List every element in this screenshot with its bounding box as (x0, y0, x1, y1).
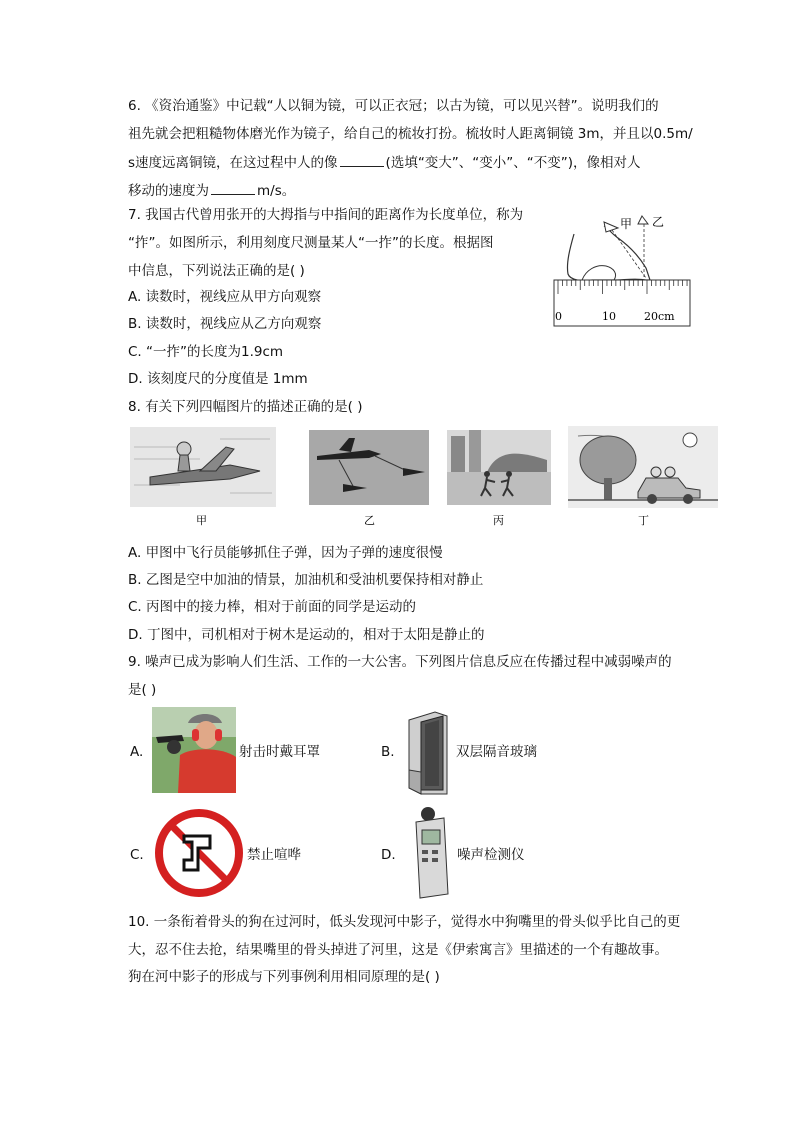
q9-option-c-letter: C. (130, 847, 144, 863)
caption-ding: 丁 (638, 514, 649, 527)
q7-line-1: 7. 我国古代曾用张开的大拇指与中指间的距离作为长度单位，称为 (128, 207, 524, 223)
q9-option-d-label: 噪声检测仪 (457, 847, 525, 863)
sun-icon (683, 433, 697, 447)
q8-option-c: C. 丙图中的接力棒，相对于前面的同学是运动的 (128, 599, 417, 615)
q9-image-shooter (152, 707, 236, 793)
q8-image-yi (309, 430, 429, 527)
q6-line-3-text-b: (选填“变大”、“变小”、“不变”)，像相对人 (385, 155, 641, 171)
tree-canopy-icon (580, 436, 636, 484)
eye-jia-icon (604, 222, 618, 232)
runner-2-head-icon (506, 471, 512, 477)
q8-option-a: A. 甲图中飞行员能够抓住子弹，因为子弹的速度很慢 (128, 545, 443, 561)
glass-pane-inner-icon (425, 720, 439, 786)
q9-option-b-label: 双层隔音玻璃 (456, 744, 537, 760)
q9-option-b-letter: B. (381, 744, 395, 760)
q6-line-3 (128, 152, 641, 173)
hand-finger-icon (582, 266, 616, 280)
eye-yi-icon (638, 216, 648, 224)
q7-line-3: 中信息，下列说法正确的是( ) (128, 263, 305, 279)
q8-image-bing (447, 430, 551, 527)
pilot-head-icon (177, 442, 191, 456)
glove-icon (167, 740, 181, 754)
q9-line-1: 9. 噪声已成为影响人们生活、工作的一大公害。下列图片信息反应在传播过程中减弱噪声的 (128, 654, 672, 670)
q7-line-2: “拃”。如图所示，利用刻度尺测量某人“一拃”的长度。根据图 (128, 235, 494, 251)
passenger-head-icon (651, 467, 661, 477)
q6-line-1: 6. 《资治通鉴》中记载“人以铜为镜，可以正衣冠；以古为镜，可以见兴替”。说明我们的 (128, 98, 659, 114)
q6-line-4-text-a: 移动的速度为 (128, 183, 209, 199)
tick-label-0: 0 (555, 310, 562, 323)
ear-muff-icon-2 (215, 729, 222, 741)
car-wheel-icon-2 (683, 494, 693, 504)
building-icon (451, 436, 465, 472)
track-ground (447, 472, 551, 505)
meter-microphone-icon (421, 807, 435, 821)
tick-label-20cm: 20cm (644, 310, 675, 323)
q7-option-a: A. 读数时，视线应从甲方向观察 (128, 289, 322, 305)
q6-line-4 (128, 180, 295, 201)
tree-trunk-icon (604, 478, 612, 500)
q10-line-2: 大，忍不住去抢，结果嘴里的骨头掉进了河里，这是《伊索寓言》里描述的一个有趣故事。 (128, 942, 668, 958)
q10-line-3: 狗在河中影子的形成与下列事例利用相同原理的是( ) (128, 969, 440, 985)
q10-line-1: 10. 一条衔着骨头的狗在过河时，低头发现河中影子，觉得水中狗嘴里的骨头似乎比自己的更 (128, 914, 681, 930)
q8-option-d: D. 丁图中，司机相对于树木是运动的，相对于太阳是静止的 (128, 627, 485, 643)
caption-bing: 丙 (493, 514, 504, 527)
q9-image-glass (405, 710, 451, 796)
q7-ruler-hand-figure (552, 208, 692, 330)
image-yi-background (309, 430, 429, 505)
meter-display-icon (422, 830, 440, 844)
hand-outline-icon (567, 226, 650, 281)
q7-option-c: C. “一拃”的长度为1.9cm (128, 344, 284, 360)
ear-muff-icon (192, 729, 199, 741)
label-jia: 甲 (620, 217, 633, 231)
q6-line-4-text-b: m/s。 (257, 183, 296, 199)
tick-label-10: 10 (602, 310, 616, 323)
q6-answer-blank-2 (211, 180, 255, 195)
q8-option-b: B. 乙图是空中加油的情景，加油机和受油机要保持相对静止 (128, 572, 484, 588)
building-icon-2 (469, 430, 481, 472)
q7-option-d: D. 该刻度尺的分度值是 1mm (128, 371, 308, 387)
q6-line-3-text-a: s速度远离铜镜，在这过程中人的像 (128, 155, 338, 171)
car-wheel-icon (647, 494, 657, 504)
pilot-body-icon (178, 455, 190, 471)
q9-image-no-noise-sign (154, 808, 244, 898)
driver-head-icon (665, 467, 675, 477)
runner-head-icon (484, 471, 490, 477)
q6-answer-blank-1 (340, 152, 384, 167)
q9-image-sound-meter (410, 806, 452, 900)
q8-image-ding (568, 426, 720, 527)
q9-option-a-letter: A. (130, 744, 144, 760)
window-profile-icon (409, 770, 421, 794)
q6-line-2: 祖先就会把粗糙物体磨光作为镜子，给自己的梳妆打扮。梳妆时人距离铜镜 3m，并且以0.5m/ (128, 126, 693, 142)
q8-image-jia (130, 427, 276, 527)
q7-option-b: B. 读数时，视线应从乙方向观察 (128, 316, 322, 332)
q9-option-a-label: 射击时戴耳罩 (239, 744, 320, 760)
q9-option-d-letter: D. (381, 847, 396, 863)
q9-option-c-label: 禁止喧哗 (247, 847, 301, 863)
q8-stem: 8. 有关下列四幅图片的描述正确的是( ) (128, 399, 363, 415)
caption-jia: 甲 (196, 514, 207, 527)
label-yi: 乙 (652, 215, 665, 229)
shooter-shirt-icon (178, 749, 236, 793)
caption-yi: 乙 (364, 514, 375, 527)
q9-line-2: 是( ) (128, 682, 157, 698)
